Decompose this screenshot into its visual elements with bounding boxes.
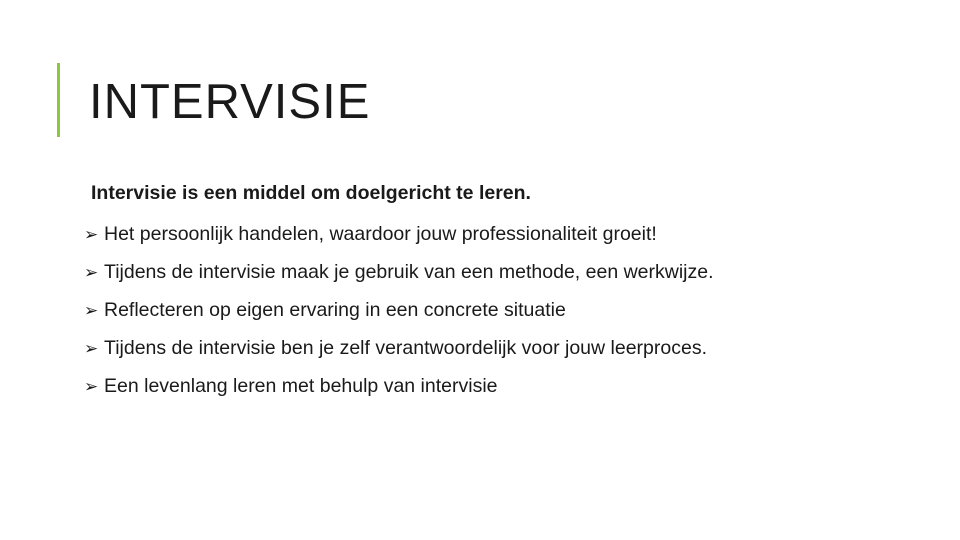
bullet-text: Een levenlang leren met behulp van intervisie [104,375,498,397]
arrow-bullet-icon: ➢ [84,225,99,245]
title-accent-bar [57,63,60,137]
bullet-item [84,333,714,371]
slide-title: INTERVISIE [89,75,371,129]
bullet-text: Reflecteren op eigen ervaring in een concrete situatie [104,299,566,321]
bullet-item [84,295,714,333]
intro-text: Intervisie is een middel om doelgericht te leren. [91,182,531,204]
bullet-text: Tijdens de intervisie ben je zelf verantwoordelijk voor jouw leerproces. [104,337,707,359]
bullet-item [84,257,714,295]
arrow-bullet-icon: ➢ [84,263,99,283]
arrow-bullet-icon: ➢ [84,339,99,359]
bullet-text: Tijdens de intervisie maak je gebruik van een methode, een werkwijze. [104,261,714,283]
bullet-list [84,219,714,409]
arrow-bullet-icon: ➢ [84,377,99,397]
arrow-bullet-icon: ➢ [84,301,99,321]
bullet-item [84,219,714,257]
bullet-text: Het persoonlijk handelen, waardoor jouw professionaliteit groeit! [104,223,657,245]
bullet-item [84,371,714,409]
